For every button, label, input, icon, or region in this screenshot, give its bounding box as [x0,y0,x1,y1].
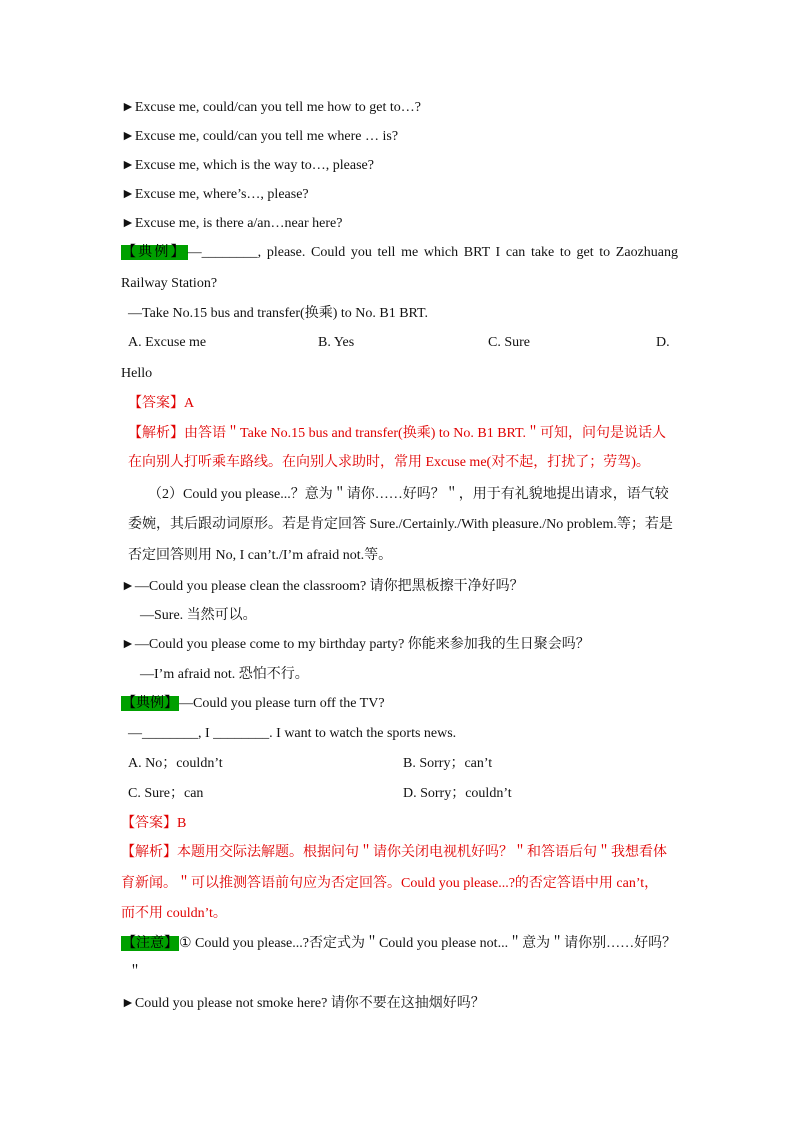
option-c: C. Sure；can [128,786,204,801]
example1-question-line2: Railway Station? [121,276,218,291]
option-b: B. Sorry；can’t [403,756,493,771]
note-text: ① Could you please...?否定式为＂Could you please not...＂意为＂请你别……好吗？ [179,936,677,951]
example1-answer-line: —Take No.15 bus and transfer(换乘) to No. B1 BRT. [128,306,429,321]
option-d: D. [656,335,670,350]
example2-blank-line: —________, I ________. I want to watch the sports news. [128,726,457,741]
example-reply: —I’m afraid not. 恐怕不行。 [140,667,309,682]
answer-label: 【答案】A [128,396,195,411]
answer-label: 【答案】B [121,816,187,831]
note-tag: 【注意】 [122,936,178,951]
example-reply: —Sure. 当然可以。 [140,608,257,623]
analysis-line: 【解析】本题用交际法解题。根据问句＂请你关闭电视机好吗？＂和答语后句＂我想看体 [121,845,667,860]
note-line [121,934,676,954]
option-d-text: Hello [121,366,153,381]
option-a: A. Excuse me [128,335,207,350]
analysis-line: 在向别人打听乘车路线。在向别人求助时，常用 Excuse me(对不起，打扰了；劳驾)。 [128,455,650,470]
analysis-line: 育新闻。＂可以推测答语前句应为否定回答。Could you please...?的否定答语中用 can’t， [121,876,659,891]
example-tag: 【典例】 [122,245,187,260]
section-paragraph-line: （2）Could you please...？意为＂请你……好吗？＂，用于有礼貌地提出请求，语气较 [148,487,669,502]
section-paragraph-line: 否定回答则用 No, I can’t./I’m afraid not.等。 [128,548,393,563]
analysis-line: 【解析】由答语＂Take No.15 bus and transfer(换乘) to No. B1 BRT.＂可知，问句是说话人 [128,426,667,441]
phrase-line: ►Excuse me, which is the way to…, please? [121,158,374,173]
example-sentence: ►—Could you please clean the classroom? 请你把黑板擦干净好吗？ [121,579,524,594]
option-d: D. Sorry；couldn’t [403,786,512,801]
phrase-line: ►Excuse me, where’s…, please? [121,187,309,202]
phrase-line: ►Excuse me, could/can you tell me how to get to…? [121,100,422,115]
note-line-continued: ＂ [128,965,142,980]
example2-question-line [121,694,385,714]
note-example: ►Could you please not smoke here? 请你不要在这抽烟好吗？ [121,996,485,1011]
example2-question: —Could you please turn off the TV? [179,696,385,711]
option-a: A. No；couldn’t [128,756,223,771]
phrase-line: ►Excuse me, could/can you tell me where … is? [121,129,399,144]
phrase-line: ►Excuse me, is there a/an…near here? [121,216,343,231]
example1-question: —________, please. Could you tell me which BRT I can take to get to Zaozhuang [187,245,679,260]
option-c: C. Sure [488,335,530,350]
option-b: B. Yes [318,335,355,350]
section-paragraph-line: 委婉，其后跟动词原形。若是肯定回答 Sure./Certainly./With pleasure./No problem.等；若是 [128,517,673,532]
example-tag: 【典例】 [122,696,178,711]
analysis-line: 而不用 couldn’t。 [121,906,227,921]
example1-question-line1 [121,243,678,263]
example-sentence: ►—Could you please come to my birthday party? 你能来参加我的生日聚会吗？ [121,637,590,652]
